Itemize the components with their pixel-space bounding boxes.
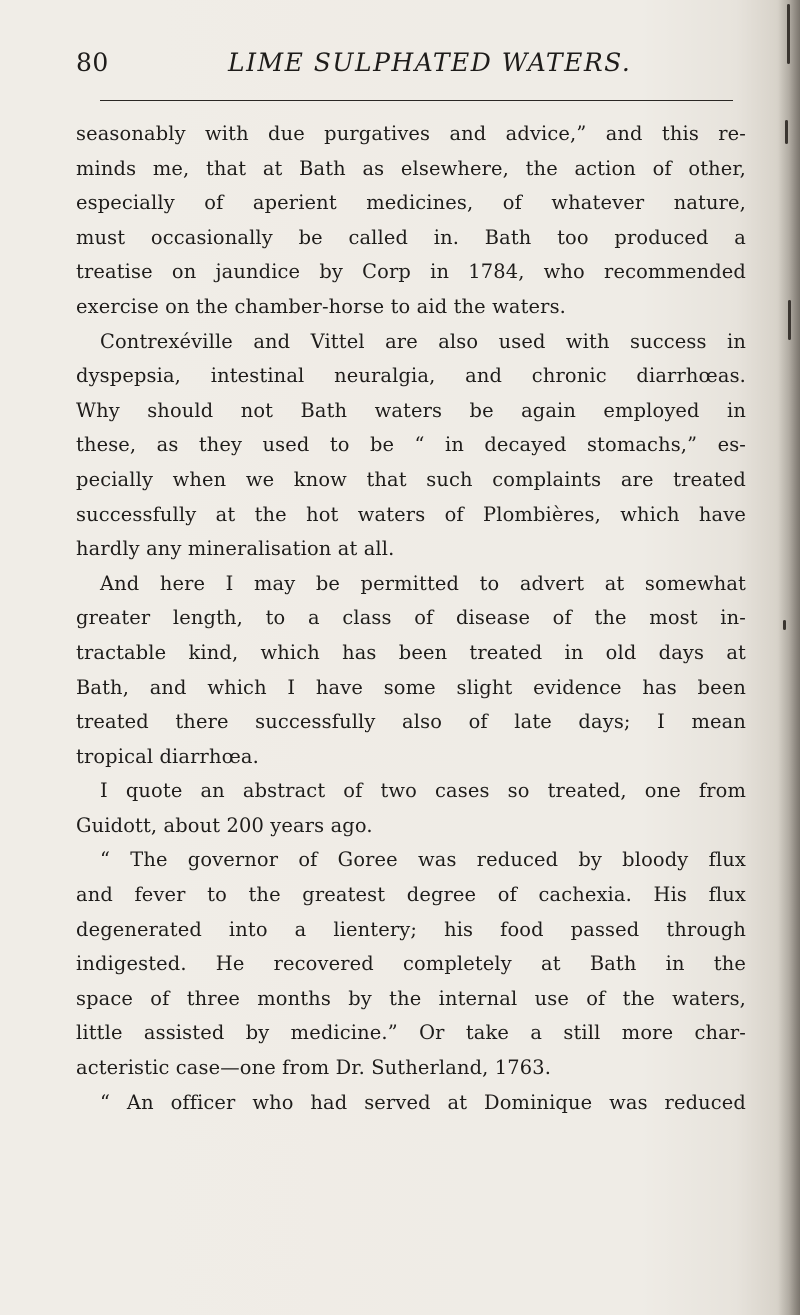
text-line: greater length, to a class of disease of the most in-	[76, 606, 746, 630]
text-line: tropical diarrhœa.	[76, 744, 259, 768]
text-line: seasonably with due purgatives and advice,” and this re-	[76, 122, 746, 145]
text-line: little assisted by medicine.” Or take a still more char-	[76, 1021, 746, 1045]
text-line: acteristic case—one from Dr. Sutherland, 1763.	[76, 1056, 552, 1080]
page-edge-mark	[785, 120, 788, 144]
text-line: treatise on jaundice by Corp in 1784, who recommended	[76, 260, 746, 284]
text-line: hardly any mineralisation at all.	[76, 537, 395, 561]
text-line: And here I may be permitted to advert at somewhat	[100, 571, 746, 595]
text-line: dyspepsia, intestinal neuralgia, and chronic diarrhœas.	[76, 364, 746, 388]
text-line: “ The governor of Goree was reduced by bloody flux	[100, 848, 746, 872]
text-line: tractable kind, which has been treated in old days at	[76, 640, 746, 664]
text-line: successfully at the hot waters of Plombières, which have	[76, 502, 746, 526]
body-text	[76, 117, 746, 1120]
text-line: space of three months by the internal use of the waters,	[76, 986, 746, 1010]
text-line: pecially when we know that such complaints are treated	[76, 467, 746, 491]
page-edge-mark	[787, 4, 790, 64]
text-line: minds me, that at Bath as elsewhere, the action of other,	[76, 156, 746, 180]
page-edge-shadow	[778, 0, 800, 1315]
text-line: Guidott, about 200 years ago.	[76, 813, 373, 837]
text-line: these, as they used to be “ in decayed stomachs,” es-	[76, 433, 746, 457]
text-line: “ An officer who had served at Dominique was reduced	[100, 1090, 746, 1114]
text-line: degenerated into a lientery; his food passed through	[76, 917, 746, 941]
text-line: I quote an abstract of two cases so treated, one from	[100, 779, 746, 803]
text-line: treated there successfully also of late days; I mean	[76, 710, 746, 734]
text-line: exercise on the chamber-horse to aid the waters.	[76, 294, 566, 318]
page-header	[76, 40, 736, 80]
text-line: must occasionally be called in. Bath too produced a	[76, 225, 746, 249]
page-edge-mark	[783, 620, 786, 630]
text-line: and fever to the greatest degree of cachexia. His flux	[76, 883, 746, 907]
header-rule	[100, 100, 733, 101]
page-number: 80	[76, 48, 109, 77]
text-line: indigested. He recovered completely at Bath in the	[76, 952, 746, 976]
text-line: Why should not Bath waters be again employed in	[76, 398, 746, 422]
page-edge-mark	[788, 300, 791, 340]
text-line: especially of aperient medicines, of whatever nature,	[76, 191, 746, 215]
running-title: LIME SULPHATED WATERS.	[228, 48, 632, 77]
text-line: Bath, and which I have some slight evidence has been	[76, 675, 746, 699]
text-line: Contrexéville and Vittel are also used with success in	[100, 329, 746, 353]
